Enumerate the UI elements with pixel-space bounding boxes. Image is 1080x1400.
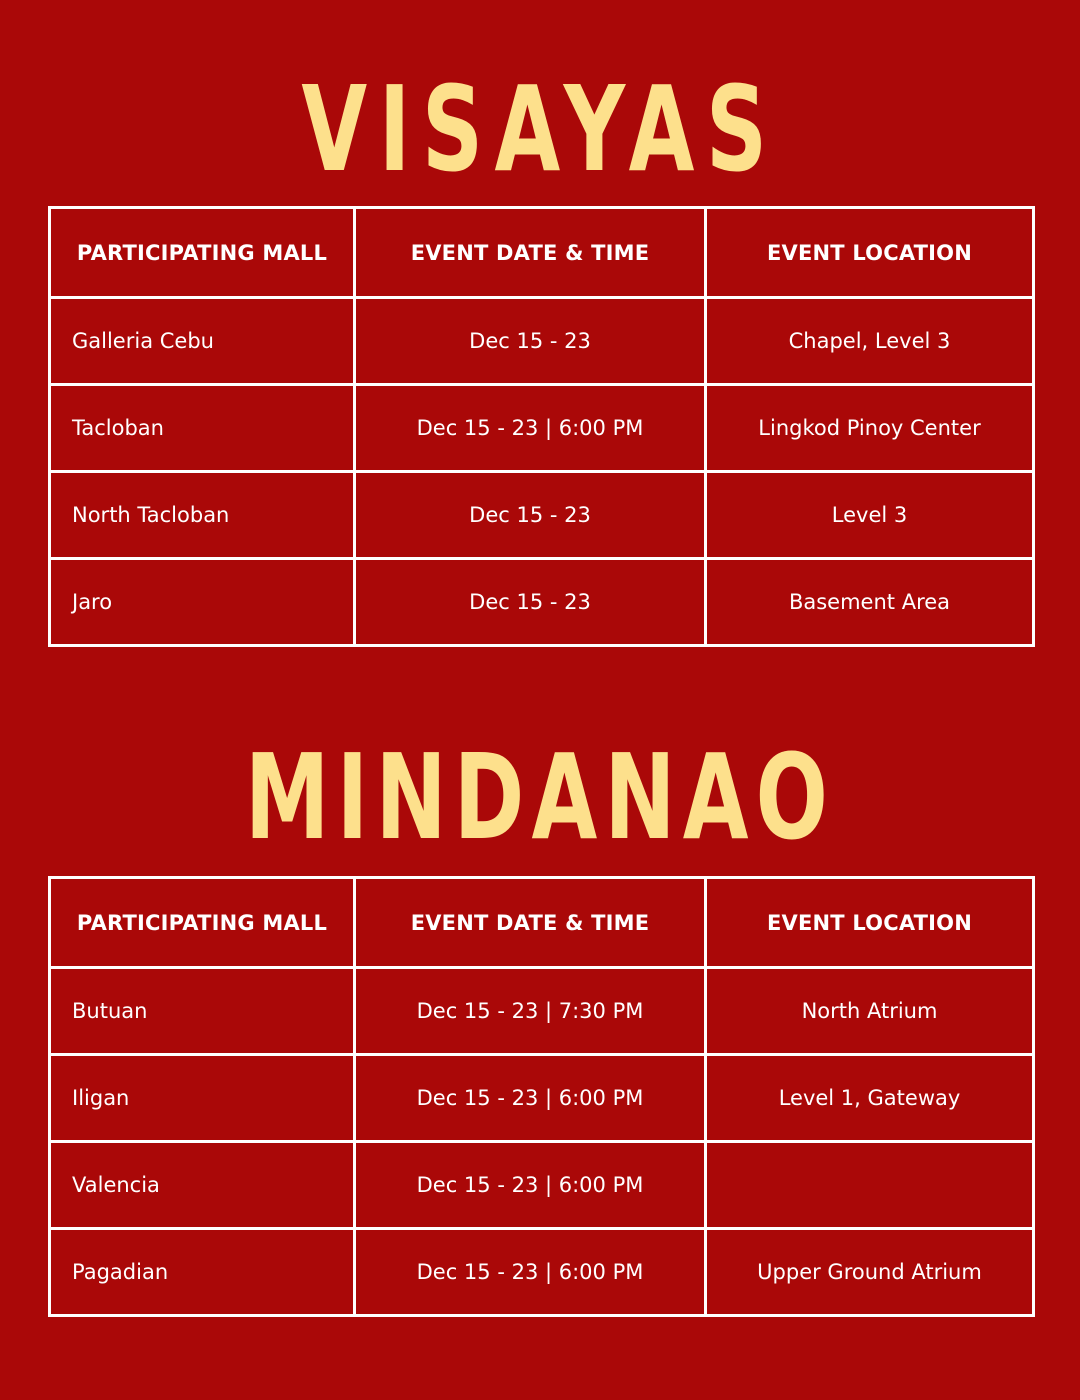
- location-cell: North Atrium: [706, 968, 1034, 1055]
- location-cell: Level 3: [706, 472, 1034, 559]
- date-cell: Dec 15 - 23 | 6:00 PM: [355, 1229, 706, 1316]
- header-event-date-time: EVENT DATE & TIME: [355, 208, 706, 298]
- date-cell: Dec 15 - 23: [355, 472, 706, 559]
- date-cell: Dec 15 - 23: [355, 298, 706, 385]
- header-event-date-time: EVENT DATE & TIME: [355, 878, 706, 968]
- date-cell: Dec 15 - 23 | 6:00 PM: [355, 1055, 706, 1142]
- header-participating-mall: PARTICIPATING MALL: [50, 878, 355, 968]
- mall-cell: Jaro: [50, 559, 355, 646]
- location-cell: [706, 1142, 1034, 1229]
- schedule-table-mindanao: [48, 876, 1035, 1317]
- table-row: [50, 1229, 1034, 1316]
- location-cell: Basement Area: [706, 559, 1034, 646]
- header-event-location: EVENT LOCATION: [706, 208, 1034, 298]
- header-row: [50, 878, 1034, 968]
- location-cell: Lingkod Pinoy Center: [706, 385, 1034, 472]
- table-row: [50, 968, 1034, 1055]
- mall-cell: Butuan: [50, 968, 355, 1055]
- date-cell: Dec 15 - 23 | 6:00 PM: [355, 1142, 706, 1229]
- mall-cell: Galleria Cebu: [50, 298, 355, 385]
- table-row: [50, 472, 1034, 559]
- date-cell: Dec 15 - 23: [355, 559, 706, 646]
- date-cell: Dec 15 - 23 | 7:30 PM: [355, 968, 706, 1055]
- section-title-mindanao: MINDANAO: [244, 728, 836, 866]
- mall-cell: Iligan: [50, 1055, 355, 1142]
- header-participating-mall: PARTICIPATING MALL: [50, 208, 355, 298]
- table-row: [50, 1055, 1034, 1142]
- table-row: [50, 385, 1034, 472]
- table-row: [50, 298, 1034, 385]
- table-row: [50, 1142, 1034, 1229]
- location-cell: Chapel, Level 3: [706, 298, 1034, 385]
- section-title-visayas: VISAYAS: [301, 60, 779, 198]
- mall-cell: Valencia: [50, 1142, 355, 1229]
- table-row: [50, 559, 1034, 646]
- location-cell: Upper Ground Atrium: [706, 1229, 1034, 1316]
- date-cell: Dec 15 - 23 | 6:00 PM: [355, 385, 706, 472]
- header-event-location: EVENT LOCATION: [706, 878, 1034, 968]
- location-cell: Level 1, Gateway: [706, 1055, 1034, 1142]
- schedule-table-visayas: [48, 206, 1035, 647]
- mall-cell: Tacloban: [50, 385, 355, 472]
- mall-cell: North Tacloban: [50, 472, 355, 559]
- mall-cell: Pagadian: [50, 1229, 355, 1316]
- header-row: [50, 208, 1034, 298]
